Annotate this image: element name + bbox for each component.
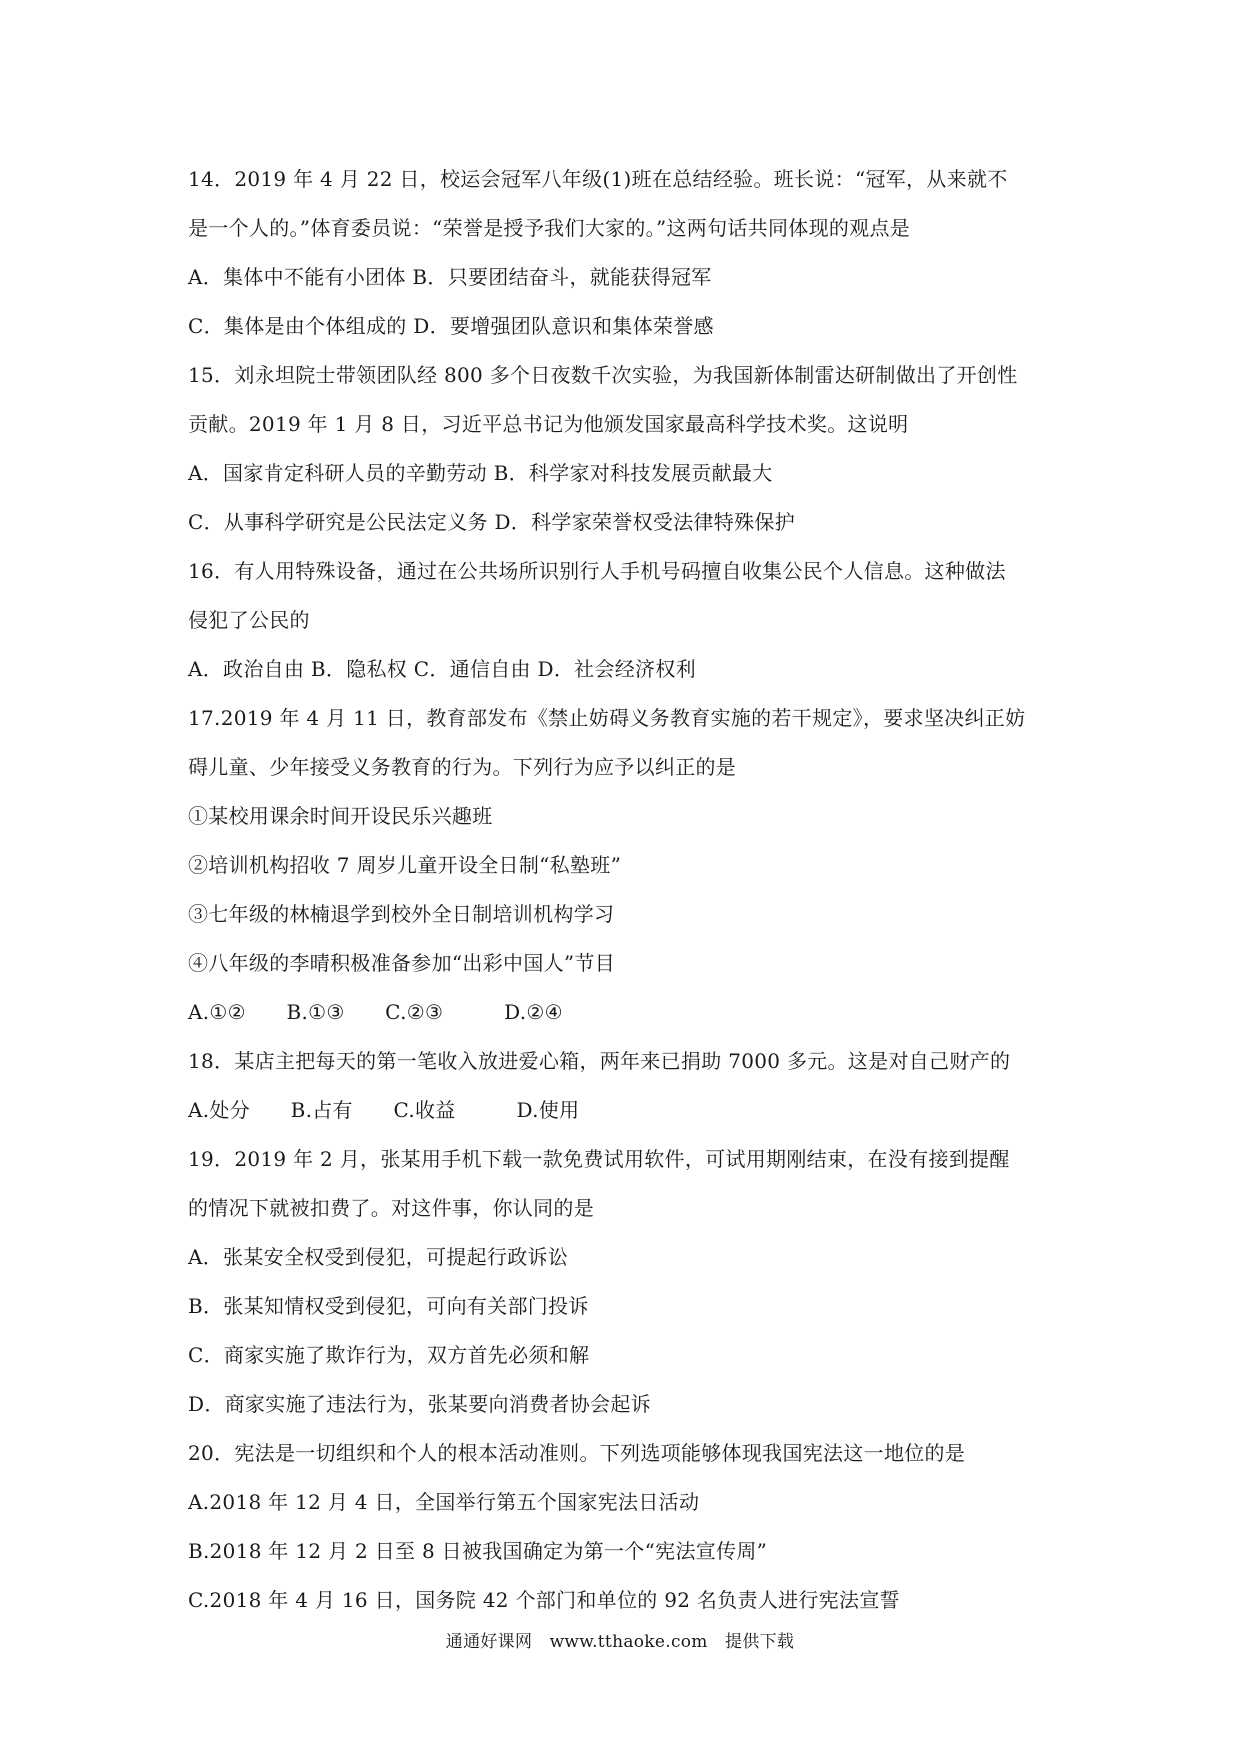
question-14-line-1: 14．2019 年 4 月 22 日，校运会冠军八年级(1)班在总结经验。班长说：“冠军，从来就不 (188, 167, 1008, 191)
question-19-line-1: 19．2019 年 2 月，张某用手机下载一款免费试用软件，可试用期刚结束，在没有接到提醒 (188, 1147, 1010, 1171)
question-17-item-3: ③七年级的林楠退学到校外全日制培训机构学习 (188, 902, 615, 926)
question-14-options-ab: A．集体中不能有小团体 B．只要团结奋斗，就能获得冠军 (188, 265, 712, 289)
question-15-line-2: 贡献。2019 年 1 月 8 日，习近平总书记为他颁发国家最高科学技术奖。这说明 (188, 412, 909, 436)
question-17-line-1: 17.2019 年 4 月 11 日，教育部发布《禁止妨碍义务教育实施的若干规定》，要求坚决纠正妨 (188, 706, 1026, 730)
question-15-line-1: 15．刘永坦院士带领团队经 800 多个日夜数千次实验，为我国新体制雷达研制做出了开创性 (188, 363, 1018, 387)
question-19-option-c: C．商家实施了欺诈行为，双方首先必须和解 (188, 1343, 590, 1367)
question-14-line-2: 是一个人的。”体育委员说：“荣誉是授予我们大家的。”这两句话共同体现的观点是 (188, 216, 911, 240)
question-15-options-cd: C．从事科学研究是公民法定义务 D．科学家荣誉权受法律特殊保护 (188, 510, 795, 534)
question-18-options: A.处分 B.占有 C.收益 D.使用 (188, 1098, 580, 1122)
question-15-options-ab: A．国家肯定科研人员的辛勤劳动 B．科学家对科技发展贡献最大 (188, 461, 773, 485)
question-20-option-a: A.2018 年 12 月 4 日，全国举行第五个国家宪法日活动 (188, 1490, 700, 1514)
question-19-line-2: 的情况下就被扣费了。对这件事，你认同的是 (188, 1196, 594, 1220)
question-17-item-4: ④八年级的李晴积极准备参加“出彩中国人”节目 (188, 951, 616, 975)
question-20-line-1: 20．宪法是一切组织和个人的根本活动准则。下列选项能够体现我国宪法这一地位的是 (188, 1441, 966, 1465)
question-19-option-d: D．商家实施了违法行为，张某要向消费者协会起诉 (188, 1392, 651, 1416)
question-body (188, 155, 1068, 1625)
question-18-line-1: 18．某店主把每天的第一笔收入放进爱心箱，两年来已捐助 7000 多元。这是对自己财产的 (188, 1049, 1011, 1073)
question-19-option-a: A．张某安全权受到侵犯，可提起行政诉讼 (188, 1245, 569, 1269)
page-footer: 通通好课网 www.tthaoke.com 提供下载 (445, 1632, 795, 1652)
question-17-line-2: 碍儿童、少年接受义务教育的行为。下列行为应予以纠正的是 (188, 755, 737, 779)
question-19-option-b: B．张某知情权受到侵犯，可向有关部门投诉 (188, 1294, 589, 1318)
question-20-option-c: C.2018 年 4 月 16 日，国务院 42 个部门和单位的 92 名负责人进行宪法宣誓 (188, 1588, 900, 1612)
question-14-options-cd: C．集体是由个体组成的 D．要增强团队意识和集体荣誉感 (188, 314, 714, 338)
question-16-line-1: 16．有人用特殊设备，通过在公共场所识别行人手机号码擅自收集公民个人信息。这种做法 (188, 559, 1006, 583)
question-16-line-2: 侵犯了公民的 (188, 608, 310, 632)
question-20-option-b: B.2018 年 12 月 2 日至 8 日被我国确定为第一个“宪法宣传周” (188, 1539, 768, 1563)
question-17-options: A.①② B.①③ C.②③ D.②④ (188, 1000, 563, 1024)
question-16-options: A．政治自由 B．隐私权 C．通信自由 D．社会经济权利 (188, 657, 696, 681)
question-17-item-1: ①某校用课余时间开设民乐兴趣班 (188, 804, 493, 828)
question-17-item-2: ②培训机构招收 7 周岁儿童开设全日制“私塾班” (188, 853, 622, 877)
